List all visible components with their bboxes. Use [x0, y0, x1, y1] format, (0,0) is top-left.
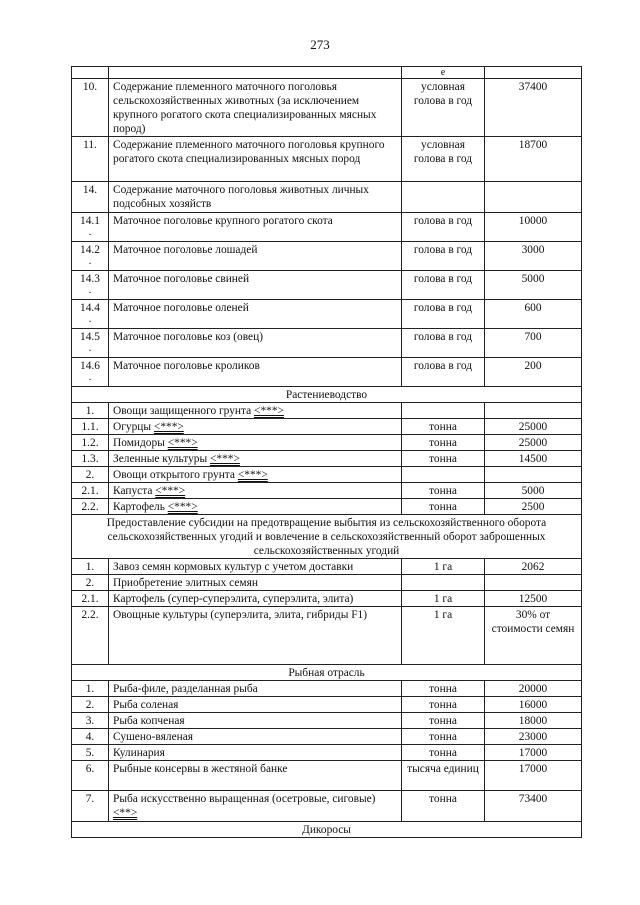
table-cell: е [402, 67, 485, 79]
section-row [72, 387, 582, 403]
row-value: 73400 [485, 791, 582, 822]
row-name [109, 403, 402, 419]
subsidy-rates-table [71, 66, 582, 838]
row-value: 20000 [485, 681, 582, 697]
row-unit: условная голова в год [402, 79, 485, 137]
row-value: 2500 [485, 499, 582, 515]
dot-mark: . [88, 342, 92, 354]
row-unit: тонна [402, 435, 485, 451]
row-value: 12500 [485, 591, 582, 607]
row-number: 1. [72, 559, 109, 575]
row-number: 1. [72, 681, 109, 697]
table-row [72, 713, 582, 729]
table-row [72, 79, 582, 137]
row-number: 1.3. [72, 451, 109, 467]
footnote-ref[interactable]: <***> [153, 421, 184, 433]
row-value: 5000 [485, 483, 582, 499]
footnote-ref[interactable]: <***> [237, 469, 268, 481]
row-name-text: Овощи защищенного грунта [113, 405, 255, 417]
row-number: 4. [72, 729, 109, 745]
row-name: Картофель (супер-суперэлита, суперэлита, элита) [109, 591, 402, 607]
row-number-text: 14.4 [80, 302, 100, 314]
row-value: 18000 [485, 713, 582, 729]
table-row [72, 137, 582, 182]
section-row [72, 515, 582, 559]
row-number: 2. [72, 575, 109, 591]
row-name: Овощные культуры (суперэлита, элита, гибриды F1) [109, 607, 402, 665]
row-number: 7. [72, 791, 109, 822]
table-row [72, 681, 582, 697]
row-unit: 1 га [402, 591, 485, 607]
table-cell [485, 67, 582, 79]
row-value: 25000 [485, 435, 582, 451]
row-unit: тонна [402, 713, 485, 729]
table-row [72, 467, 582, 483]
row-value: 600 [485, 300, 582, 329]
table-row [72, 403, 582, 419]
footnote-ref[interactable]: <***> [167, 437, 198, 449]
row-unit: 1 га [402, 607, 485, 665]
row-value: 17000 [485, 745, 582, 761]
row-name: Маточное поголовье свиней [109, 271, 402, 300]
row-name: Маточное поголовье крупного рогатого скота [109, 213, 402, 242]
row-name: Рыба-филе, разделанная рыба [109, 681, 402, 697]
row-name: Содержание племенного маточного поголовья сельскохозяйственных животных (за исключением крупного рогатого скота специализированных мясных пород) [109, 79, 402, 137]
row-name: Маточное поголовье кроликов [109, 358, 402, 387]
row-unit: тонна [402, 419, 485, 435]
row-name-text: Картофель [113, 501, 168, 513]
row-value [485, 467, 582, 483]
table-row [72, 559, 582, 575]
row-value [485, 403, 582, 419]
row-number-text: 14.6 [80, 360, 100, 372]
table-row [72, 729, 582, 745]
table-row [72, 242, 582, 271]
dot-mark: . [88, 371, 92, 383]
table-row [72, 451, 582, 467]
row-name: Маточное поголовье оленей [109, 300, 402, 329]
row-number: 2. [72, 467, 109, 483]
row-unit: тонна [402, 681, 485, 697]
row-number-text: 14.3 [80, 273, 100, 285]
table-row [72, 761, 582, 791]
row-number [72, 300, 109, 329]
row-value: 5000 [485, 271, 582, 300]
row-value: 14500 [485, 451, 582, 467]
row-name-text: Зеленные культуры [113, 453, 210, 465]
row-unit [402, 467, 485, 483]
row-name [109, 419, 402, 435]
row-number: 3. [72, 713, 109, 729]
row-unit: тонна [402, 729, 485, 745]
table-row [72, 499, 582, 515]
row-number: 11. [72, 137, 109, 182]
section-heading-subsidy: Предоставление субсидии на предотвращение выбытия из сельскохозяйственного оборота сельскохозяйственных угодий и вовлечение в сельскохозяйственный оборот заброшенных сельскохозяйственных угодий [72, 515, 582, 559]
row-unit: голова в год [402, 213, 485, 242]
row-number: 5. [72, 745, 109, 761]
table-row [72, 435, 582, 451]
row-unit: тонна [402, 483, 485, 499]
table-row [72, 791, 582, 822]
row-number: 14. [72, 182, 109, 213]
row-name-text: Огурцы [113, 421, 154, 433]
row-unit: тысяча единиц [402, 761, 485, 791]
footnote-ref[interactable]: <***> [167, 501, 198, 513]
row-unit [402, 575, 485, 591]
row-value: 200 [485, 358, 582, 387]
row-name: Рыба копченая [109, 713, 402, 729]
dot-mark: . [88, 255, 92, 267]
table-row [72, 419, 582, 435]
table-row [72, 483, 582, 499]
table-cell [72, 67, 109, 79]
row-name [109, 791, 402, 822]
row-unit: голова в год [402, 300, 485, 329]
table-row [72, 271, 582, 300]
row-value: 17000 [485, 761, 582, 791]
row-name-text: Рыба искусственно выращенная (осетровые, сиговые) [113, 793, 376, 805]
row-name [109, 451, 402, 467]
row-number: 1.1. [72, 419, 109, 435]
row-unit: тонна [402, 791, 485, 822]
row-name-text: Капуста [113, 485, 156, 497]
row-name [109, 467, 402, 483]
row-name [109, 483, 402, 499]
row-name: Рыба соленая [109, 697, 402, 713]
row-name: Маточное поголовье лошадей [109, 242, 402, 271]
row-number [72, 213, 109, 242]
table-row [72, 745, 582, 761]
row-name: Кулинария [109, 745, 402, 761]
row-name: Маточное поголовье коз (овец) [109, 329, 402, 358]
row-name: Сушено-вяленая [109, 729, 402, 745]
row-value: 16000 [485, 697, 582, 713]
footnote-ref[interactable]: <***> [209, 453, 240, 465]
row-number: 6. [72, 761, 109, 791]
row-name: Содержание маточного поголовья животных личных подсобных хозяйств [109, 182, 402, 213]
table-row [72, 697, 582, 713]
row-unit [402, 403, 485, 419]
row-number: 2.2. [72, 607, 109, 665]
row-value [485, 575, 582, 591]
row-name: Содержание племенного маточного поголовья крупного рогатого скота специализированных мясных пород [109, 137, 402, 182]
dot-mark: . [88, 284, 92, 296]
table-row [72, 358, 582, 387]
row-number: 1. [72, 403, 109, 419]
row-unit: голова в год [402, 358, 485, 387]
table-row [72, 67, 582, 79]
row-unit: тонна [402, 697, 485, 713]
row-number-text: 14.1 [80, 215, 100, 227]
row-value: 2062 [485, 559, 582, 575]
footnote-ref[interactable]: <***> [254, 405, 284, 417]
row-value: 3000 [485, 242, 582, 271]
row-name [109, 499, 402, 515]
row-value: 18700 [485, 137, 582, 182]
row-name-text: Овощи открытого грунта [113, 469, 238, 481]
table-row [72, 213, 582, 242]
dot-mark: . [88, 226, 92, 238]
row-name [109, 435, 402, 451]
section-heading-crop: Растениеводство [72, 387, 582, 403]
row-unit: голова в год [402, 242, 485, 271]
row-unit: голова в год [402, 329, 485, 358]
table-row [72, 300, 582, 329]
row-number: 2.1. [72, 483, 109, 499]
row-value: 37400 [485, 79, 582, 137]
row-value: 25000 [485, 419, 582, 435]
footnote-ref[interactable]: <***> [155, 485, 186, 497]
table-row [72, 591, 582, 607]
row-number [72, 271, 109, 300]
row-value: 23000 [485, 729, 582, 745]
table-row [72, 575, 582, 591]
row-value: 700 [485, 329, 582, 358]
table-row [72, 607, 582, 665]
row-number: 10. [72, 79, 109, 137]
row-unit: условная голова в год [402, 137, 485, 182]
row-name: Рыбные консервы в жестяной банке [109, 761, 402, 791]
section-heading-wild: Дикоросы [72, 822, 582, 838]
row-unit: тонна [402, 745, 485, 761]
row-name: Приобретение элитных семян [109, 575, 402, 591]
row-number: 1.2. [72, 435, 109, 451]
row-name: Завоз семян кормовых культур с учетом доставки [109, 559, 402, 575]
row-value: 30% от стоимости семян [485, 607, 582, 665]
row-number [72, 242, 109, 271]
row-number-text: 14.5 [80, 331, 100, 343]
footnote-ref[interactable]: <**> [113, 807, 138, 819]
table-row [72, 329, 582, 358]
page-number: 273 [310, 37, 330, 52]
row-unit [402, 182, 485, 213]
row-value [485, 182, 582, 213]
row-unit: тонна [402, 499, 485, 515]
row-value: 10000 [485, 213, 582, 242]
row-number: 2. [72, 697, 109, 713]
section-heading-fish: Рыбная отрасль [72, 665, 582, 681]
row-unit: голова в год [402, 271, 485, 300]
section-row [72, 822, 582, 838]
table-row [72, 182, 582, 213]
row-unit: тонна [402, 451, 485, 467]
table-cell [109, 67, 402, 79]
row-number-text: 14.2 [80, 244, 100, 256]
section-row [72, 665, 582, 681]
row-name-text: Помидоры [113, 437, 168, 449]
row-unit: 1 га [402, 559, 485, 575]
row-number: 2.2. [72, 499, 109, 515]
dot-mark: . [88, 313, 92, 325]
row-number [72, 358, 109, 387]
row-number: 2.1. [72, 591, 109, 607]
row-number [72, 329, 109, 358]
